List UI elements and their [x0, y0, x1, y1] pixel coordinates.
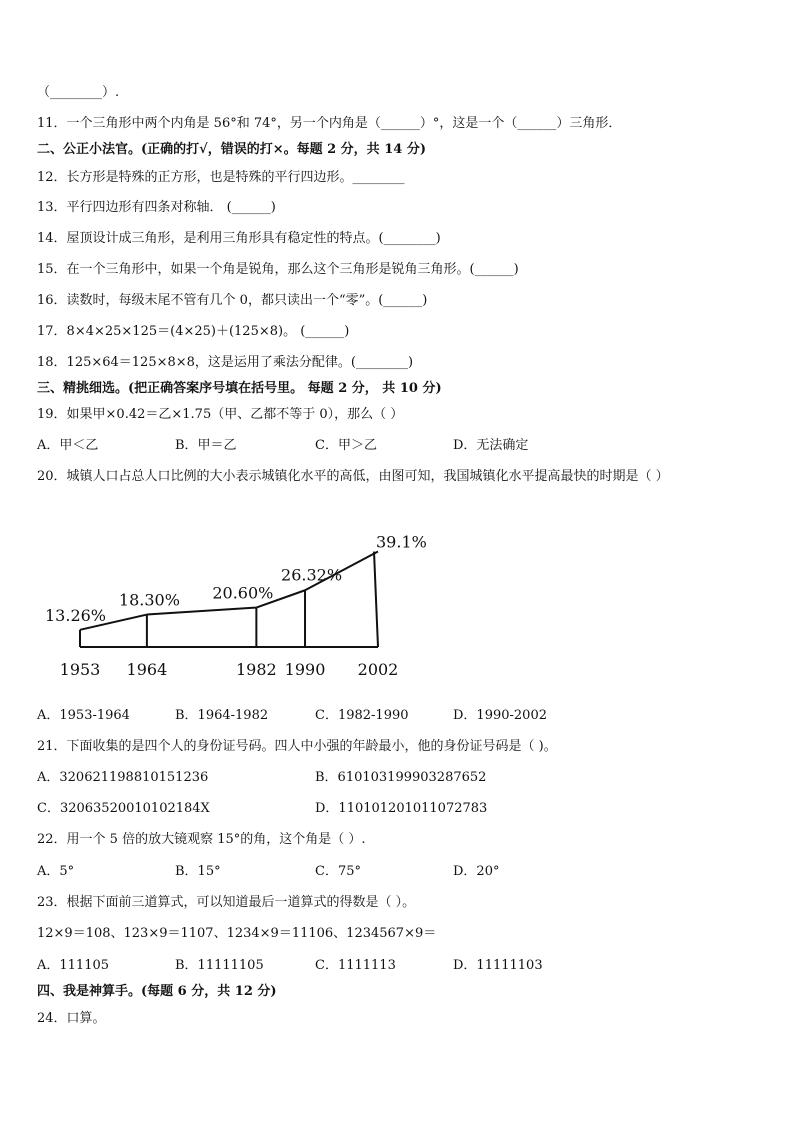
- question-20: 20．城镇人口占总人口比例的大小表示城镇化水平的高低，由图可知，我国城镇化水平提高最快的时期是（ ）: [37, 469, 669, 484]
- question-22: 22．用一个 5 倍的放大镜观察 15°的角，这个角是（ ）.: [37, 832, 366, 847]
- q20-option-d: D．1990-2002: [453, 708, 547, 723]
- question-23-formula: 12×9＝108、123×9＝1107、1234×9＝11106、1234567×9＝: [37, 926, 437, 941]
- q23-option-b: B．11111105: [175, 958, 264, 973]
- q19-option-c: C．甲＞乙: [315, 438, 377, 453]
- q21-option-c: C．32063520010102184X: [37, 801, 210, 816]
- q23-option-d: D．11111103: [453, 958, 543, 973]
- question-23: 23．根据下面前三道算式，可以知道最后一道算式的得数是（ ）。: [37, 895, 416, 910]
- section-2-heading: 二、公正小法官。(正确的打√，错误的打×。每题 2 分，共 14 分): [37, 142, 426, 157]
- question-19: 19．如果甲×0.42＝乙×1.75（甲、乙都不等于 0），那么（ ）: [37, 407, 404, 422]
- q19-option-a: A．甲＜乙: [37, 438, 99, 453]
- q22-option-d: D．20°: [453, 864, 500, 879]
- q20-option-c: C．1982-1990: [315, 708, 409, 723]
- chart-x-labels: [60, 660, 399, 679]
- q22-option-a: A．5°: [37, 864, 75, 879]
- question-18: 18．125×64＝125×8×8，这是运用了乘法分配律。(________): [37, 355, 414, 370]
- chart-vertical-2002: [374, 552, 378, 647]
- question-24: 24．口算。: [37, 1011, 106, 1026]
- question-10-tail: （________）.: [37, 85, 120, 100]
- chart-x-label: 1953: [59, 660, 101, 679]
- question-12: 12．长方形是特殊的正方形，也是特殊的平行四边形。________: [37, 170, 405, 185]
- q19-option-d: D．无法确定: [453, 438, 529, 453]
- urbanization-chart: [40, 515, 427, 685]
- chart-value-label: 13.26%: [45, 605, 107, 625]
- chart-value-label: 20.60%: [212, 583, 274, 603]
- chart-x-label: 1982: [236, 660, 277, 679]
- question-13: 13．平行四边形有四条对称轴． (______): [37, 200, 276, 215]
- chart-x-label: 1990: [284, 660, 326, 679]
- chart-value-labels: [45, 533, 427, 625]
- chart-value-label: 26.32%: [281, 565, 343, 585]
- chart-x-label: 2002: [357, 660, 399, 679]
- question-11: 11．一个三角形中两个内角是 56°和 74°，另一个内角是（______）°，这是一个（______）三角形．: [37, 116, 622, 131]
- q21-option-d: D．110101201011072783: [315, 801, 488, 816]
- question-21: 21．下面收集的是四个人的身份证号码。四人中小强的年龄最小，他的身份证号码是（ )。: [37, 739, 557, 754]
- chart-value-label: 39.1%: [376, 532, 427, 552]
- q21-option-b: B．610103199903287652: [315, 770, 487, 785]
- q21-option-a: A．320621198810151236: [37, 770, 209, 785]
- q23-option-a: A．111105: [37, 958, 110, 973]
- q20-option-b: B．1964-1982: [175, 708, 269, 723]
- q20-option-a: A．1953-1964: [37, 708, 130, 723]
- section-3-heading: 三、精挑细选。(把正确答案序号填在括号里。 每题 2 分， 共 10 分): [37, 381, 442, 396]
- question-14: 14．屋顶设计成三角形，是利用三角形具有稳定性的特点。(________): [37, 231, 441, 246]
- section-4-heading: 四、我是神算手。(每题 6 分，共 12 分): [37, 984, 277, 999]
- q19-option-b: B．甲＝乙: [175, 438, 237, 453]
- chart-value-label: 18.30%: [118, 590, 180, 610]
- chart-x-label: 1964: [126, 660, 168, 679]
- question-16: 16．读数时，每级末尾不管有几个 0，都只读出一个“零”。(______): [37, 293, 428, 308]
- q23-option-c: C．1111113: [315, 958, 396, 973]
- q22-option-b: B．15°: [175, 864, 221, 879]
- q22-option-c: C．75°: [315, 864, 361, 879]
- question-17: 17．8×4×25×125＝(4×25)＋(125×8)。 (______): [37, 324, 350, 339]
- question-15: 15．在一个三角形中，如果一个角是锐角，那么这个三角形是锐角三角形。(______): [37, 262, 519, 277]
